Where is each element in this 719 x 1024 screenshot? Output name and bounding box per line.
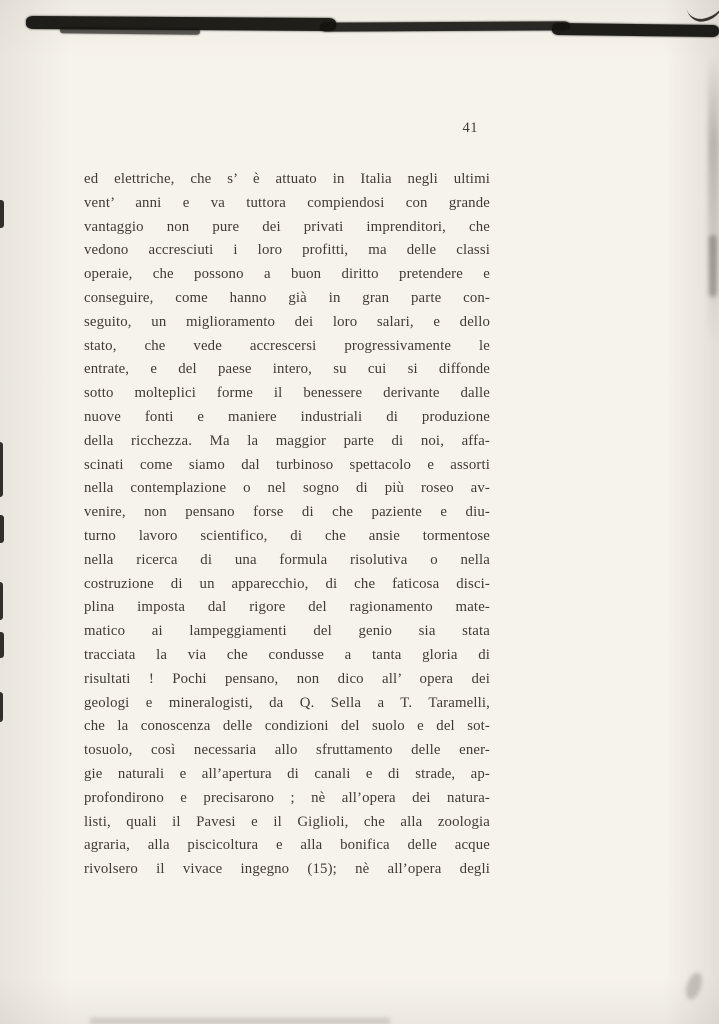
- text-line: stato, che vede accrescersi progressivamente le: [84, 337, 490, 354]
- text-line: gie naturali e all’apertura di canali e di strade, ap-: [84, 765, 490, 782]
- scan-artifact-top-band-segment: [60, 27, 200, 34]
- body-text: [84, 168, 490, 884]
- scan-artifact-left-edge-mark: [0, 515, 4, 543]
- text-line: nuove fonti e maniere industriali di produzione: [84, 408, 490, 425]
- scan-artifact-top-band-segment: [552, 23, 719, 37]
- text-line: scinati come siamo dal turbinoso spettacolo e assorti: [84, 456, 490, 473]
- text-line: matico ai lampeggiamenti del genio sia stata: [84, 623, 490, 640]
- text-line: seguito, un miglioramento dei loro salari, e dello: [84, 313, 490, 330]
- scan-artifact-right-smudge: [708, 55, 719, 345]
- text-line: profondirono e precisarono ; nè all’opera dei natura-: [84, 789, 490, 806]
- text-line: conseguire, come hanno già in gran parte con-: [84, 289, 490, 306]
- scan-artifact-corner-curl: [685, 0, 719, 24]
- text-line: plina imposta dal rigore del ragionamento mate-: [84, 599, 490, 616]
- text-line: venire, non pensano forse di che paziente e diu-: [84, 504, 490, 521]
- text-line: entrate, e del paese intero, su cui si diffonde: [84, 361, 490, 378]
- scan-artifact-left-edge-mark: [0, 632, 4, 658]
- text-line: della ricchezza. Ma la maggior parte di noi, affa-: [84, 432, 490, 449]
- text-line: rivolsero il vivace ingegno (15); nè all’opera degli: [84, 861, 490, 878]
- text-line: agraria, alla piscicoltura e alla bonifica delle acque: [84, 837, 490, 854]
- text-line: nella ricerca di una formula risolutiva o nella: [84, 551, 490, 568]
- text-line: vedono accresciuti i loro profitti, ma delle classi: [84, 242, 490, 259]
- scan-artifact-left-edge-mark: [0, 200, 4, 228]
- scan-artifact-top-band-segment: [320, 21, 570, 31]
- text-line: nella contemplazione o nel sogno di più roseo av-: [84, 480, 490, 497]
- scan-artifact-bottom-smudge: [683, 971, 705, 1002]
- text-line: tracciata la via che condusse a tanta gloria di: [84, 646, 490, 663]
- page-number: 41: [462, 120, 478, 136]
- text-line: tosuolo, così necessaria allo sfruttamento delle ener-: [84, 742, 490, 759]
- text-line: risultati ! Pochi pensano, non dico all’ opera dei: [84, 670, 490, 687]
- scan-artifact-right-smudge: [709, 235, 717, 297]
- text-line: costruzione di un apparecchio, di che faticosa disci-: [84, 575, 490, 592]
- text-line: ed elettriche, che s’ è attuato in Italia negli ultimi: [84, 171, 490, 187]
- text-line: vantaggio non pure dei privati imprenditori, che: [84, 218, 490, 235]
- scan-artifact-bottom-smudge: [90, 1018, 390, 1024]
- text-line: listi, quali il Pavesi e il Giglioli, che alla zoologia: [84, 813, 490, 830]
- scan-artifact-left-edge-mark: [0, 692, 3, 722]
- scan-artifact-left-edge-mark: [0, 442, 3, 497]
- text-line: operaie, che possono a buon diritto pretendere e: [84, 266, 490, 283]
- text-line: geologi e mineralogisti, da Q. Sella a T. Taramelli,: [84, 694, 490, 711]
- text-line: turno lavoro scientifico, di che ansie tormentose: [84, 527, 490, 544]
- text-line: sotto molteplici forme il benessere derivante dalle: [84, 385, 490, 402]
- scan-artifact-left-edge-mark: [0, 582, 3, 620]
- text-line: vent’ anni e va tuttora compiendosi con grande: [84, 194, 490, 211]
- text-line: che la conoscenza delle condizioni del suolo e del sot-: [84, 718, 490, 735]
